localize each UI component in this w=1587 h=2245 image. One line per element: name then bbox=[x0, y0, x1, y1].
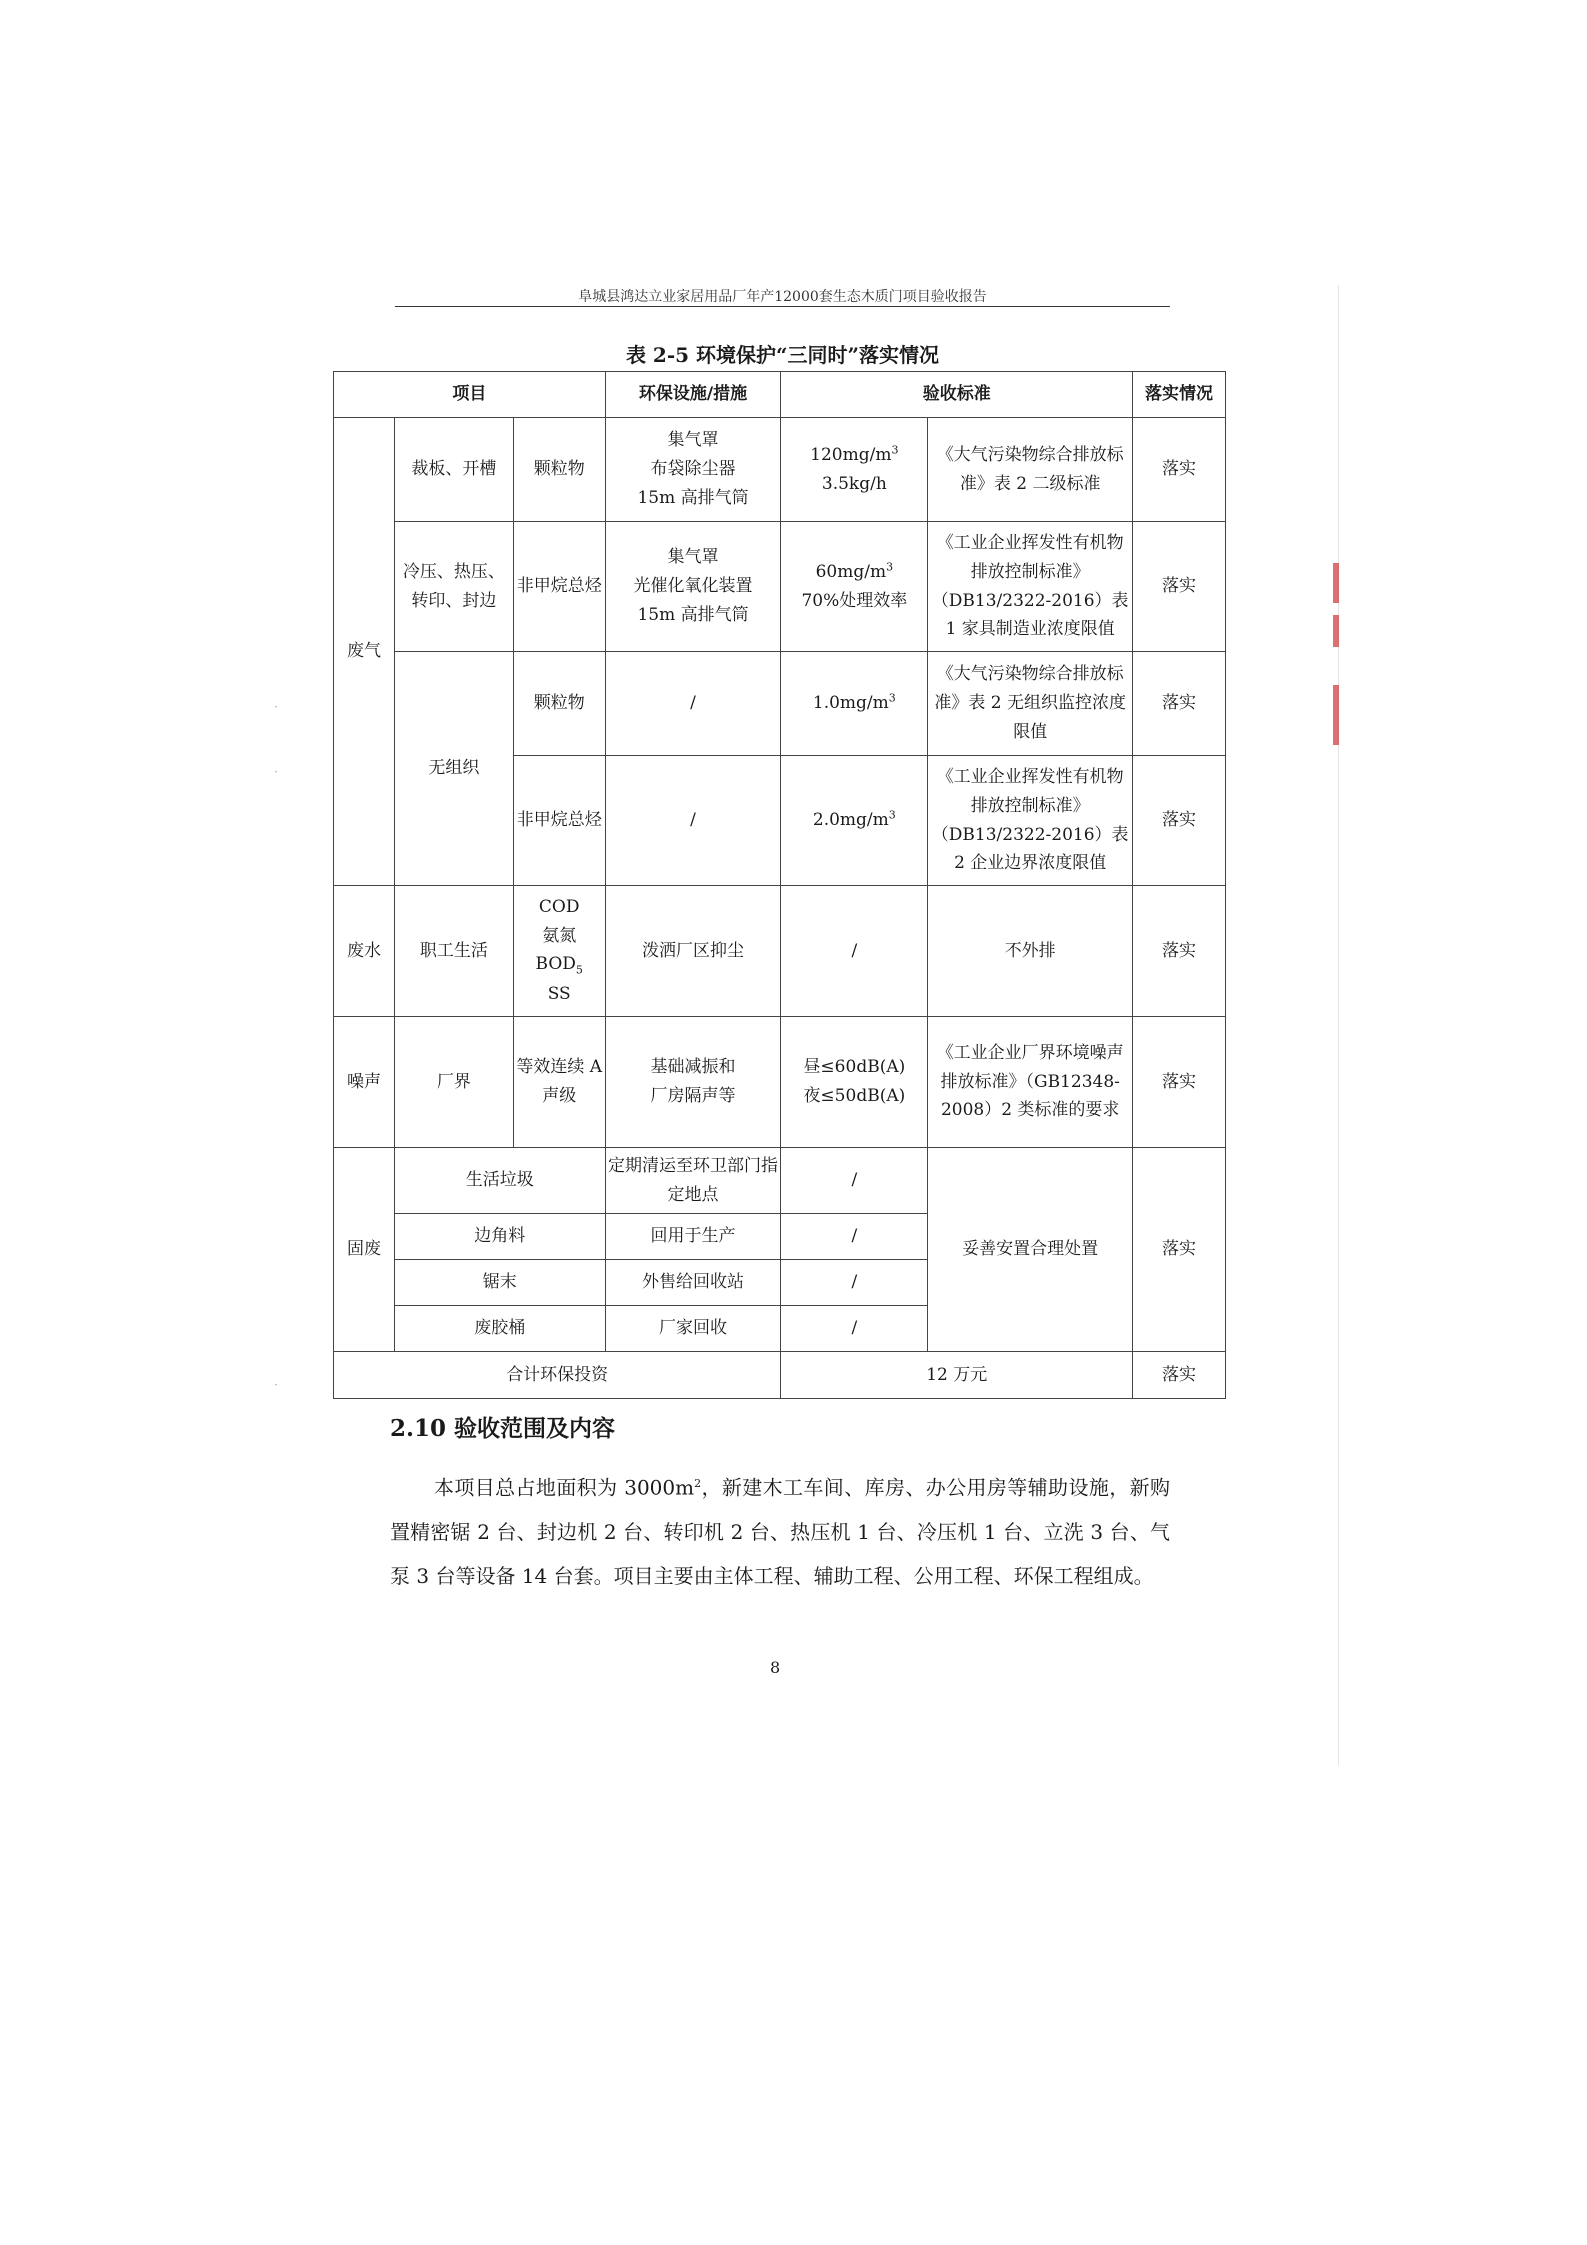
header-rule bbox=[395, 306, 1170, 307]
standard-cell: 不外排 bbox=[928, 886, 1133, 1017]
limit-cell: / bbox=[781, 1148, 928, 1214]
standard-cell: 《工业企业挥发性有机物排放控制标准》（DB13/2322-2016）表 1 家具制造业浓度限值 bbox=[928, 522, 1133, 652]
limit-cell: / bbox=[781, 1260, 928, 1306]
limit-cell: / bbox=[781, 886, 928, 1017]
pollutant-cell: 非甲烷总烃 bbox=[513, 522, 605, 652]
limit-cell: / bbox=[781, 1306, 928, 1352]
standard-cell: 《大气污染物综合排放标准》表 2 二级标准 bbox=[928, 418, 1133, 522]
limit-cell: / bbox=[781, 1214, 928, 1260]
facility-cell: 集气罩 光催化氧化装置 15m 高排气筒 bbox=[605, 522, 781, 652]
page-number: 8 bbox=[770, 1658, 781, 1677]
facility-cell: / bbox=[605, 652, 781, 756]
limit-cell: $60mg/m^3$ 70%处理效率 bbox=[781, 522, 928, 652]
status-cell: 落实 bbox=[1133, 418, 1226, 522]
solid-item-name: 废胶桶 bbox=[394, 1306, 605, 1352]
standard-cell: 《工业企业挥发性有机物排放控制标准》（DB13/2322-2016）表 2 企业边界浓度限值 bbox=[928, 756, 1133, 886]
header-item: 项目 bbox=[334, 372, 606, 418]
stamp-mark-top bbox=[1333, 563, 1339, 603]
table-row bbox=[334, 652, 1226, 756]
stamp-mark-mid bbox=[1333, 615, 1339, 647]
status-cell: 落实 bbox=[1133, 652, 1226, 756]
pollutant-cell: 非甲烷总烃 bbox=[513, 756, 605, 886]
environment-protection-table bbox=[333, 371, 1226, 1399]
status-cell: 落实 bbox=[1133, 1017, 1226, 1148]
scan-dot: · bbox=[274, 700, 278, 714]
facility-cell: 定期清运至环卫部门指定地点 bbox=[605, 1148, 781, 1214]
header-facility: 环保设施/措施 bbox=[605, 372, 781, 418]
total-row bbox=[334, 1352, 1226, 1399]
table-row bbox=[334, 522, 1226, 652]
table-row bbox=[334, 1148, 1226, 1214]
section-paragraph: 本项目总占地面积为 $3000m^2$，新建木工车间、库房、办公用房等辅助设施，新购置精密锯 2 台、封边机 2 台、转印机 2 台、热压机 1 台、冷压机 1 台、立洗 3 台、气泵 3 台等设备 14 台套。项目主要由主体工程、辅助工程、公用工程、环保工程组成。 bbox=[390, 1475, 1170, 1588]
scan-dot: · bbox=[274, 1378, 278, 1392]
header-standard: 验收标准 bbox=[781, 372, 1133, 418]
stamp-mark-low bbox=[1333, 685, 1339, 745]
table-header-row bbox=[334, 372, 1226, 418]
solid-item-name: 锯末 bbox=[394, 1260, 605, 1306]
scan-edge bbox=[1338, 285, 1339, 1765]
facility-cell: 基础减振和 厂房隔声等 bbox=[605, 1017, 781, 1148]
table-row bbox=[334, 418, 1226, 522]
status-cell: 落实 bbox=[1133, 1148, 1226, 1352]
status-cell: 落实 bbox=[1133, 1352, 1226, 1399]
facility-cell: 泼洒厂区抑尘 bbox=[605, 886, 781, 1017]
standard-cell: 《大气污染物综合排放标准》表 2 无组织监控浓度限值 bbox=[928, 652, 1133, 756]
pollutant-cell: 颗粒物 bbox=[513, 652, 605, 756]
standard-cell: 妥善安置合理处置 bbox=[928, 1148, 1133, 1352]
limit-cell: 昼≤60dB(A) 夜≤50dB(A) bbox=[781, 1017, 928, 1148]
header-status: 落实情况 bbox=[1133, 372, 1226, 418]
status-cell: 落实 bbox=[1133, 756, 1226, 886]
category-solid-waste: 固废 bbox=[334, 1148, 395, 1352]
facility-cell: 集气罩 布袋除尘器 15m 高排气筒 bbox=[605, 418, 781, 522]
total-value: 12 万元 bbox=[781, 1352, 1133, 1399]
limit-cell: $2.0mg/m^3$ bbox=[781, 756, 928, 886]
pollutant-cell: COD 氨氮 $BOD_5$ SS bbox=[513, 886, 605, 1017]
category-waste-gas: 废气 bbox=[334, 418, 395, 886]
source-unorganized: 无组织 bbox=[394, 652, 513, 886]
document-header: 阜城县鸿达立业家居用品厂年产12000套生态木质门项目验收报告 bbox=[578, 289, 987, 305]
category-waste-water: 废水 bbox=[334, 886, 395, 1017]
category-noise: 噪声 bbox=[334, 1017, 395, 1148]
table-row bbox=[334, 1017, 1226, 1148]
scan-dot: · bbox=[274, 765, 278, 779]
pollutant-cell: 颗粒物 bbox=[513, 418, 605, 522]
solid-item-name: 边角料 bbox=[394, 1214, 605, 1260]
standard-cell: 《工业企业厂界环境噪声排放标准》（GB12348-2008）2 类标准的要求 bbox=[928, 1017, 1133, 1148]
table-row bbox=[334, 886, 1226, 1017]
source-cell: 职工生活 bbox=[394, 886, 513, 1017]
source-cell: 冷压、热压、转印、封边 bbox=[394, 522, 513, 652]
table-title: 表 2-5 环境保护“三同时”落实情况 bbox=[625, 343, 940, 367]
total-label: 合计环保投资 bbox=[334, 1352, 781, 1399]
pollutant-cell: 等效连续 A 声级 bbox=[513, 1017, 605, 1148]
limit-cell: $1.0mg/m^3$ bbox=[781, 652, 928, 756]
solid-item-name: 生活垃圾 bbox=[394, 1148, 605, 1214]
status-cell: 落实 bbox=[1133, 886, 1226, 1017]
status-cell: 落实 bbox=[1133, 522, 1226, 652]
limit-cell: $120mg/m^3$ 3.5kg/h bbox=[781, 418, 928, 522]
source-cell: 裁板、开槽 bbox=[394, 418, 513, 522]
facility-cell: / bbox=[605, 756, 781, 886]
section-heading: 2.10 验收范围及内容 bbox=[390, 1415, 616, 1442]
facility-cell: 厂家回收 bbox=[605, 1306, 781, 1352]
facility-cell: 回用于生产 bbox=[605, 1214, 781, 1260]
source-cell: 厂界 bbox=[394, 1017, 513, 1148]
facility-cell: 外售给回收站 bbox=[605, 1260, 781, 1306]
